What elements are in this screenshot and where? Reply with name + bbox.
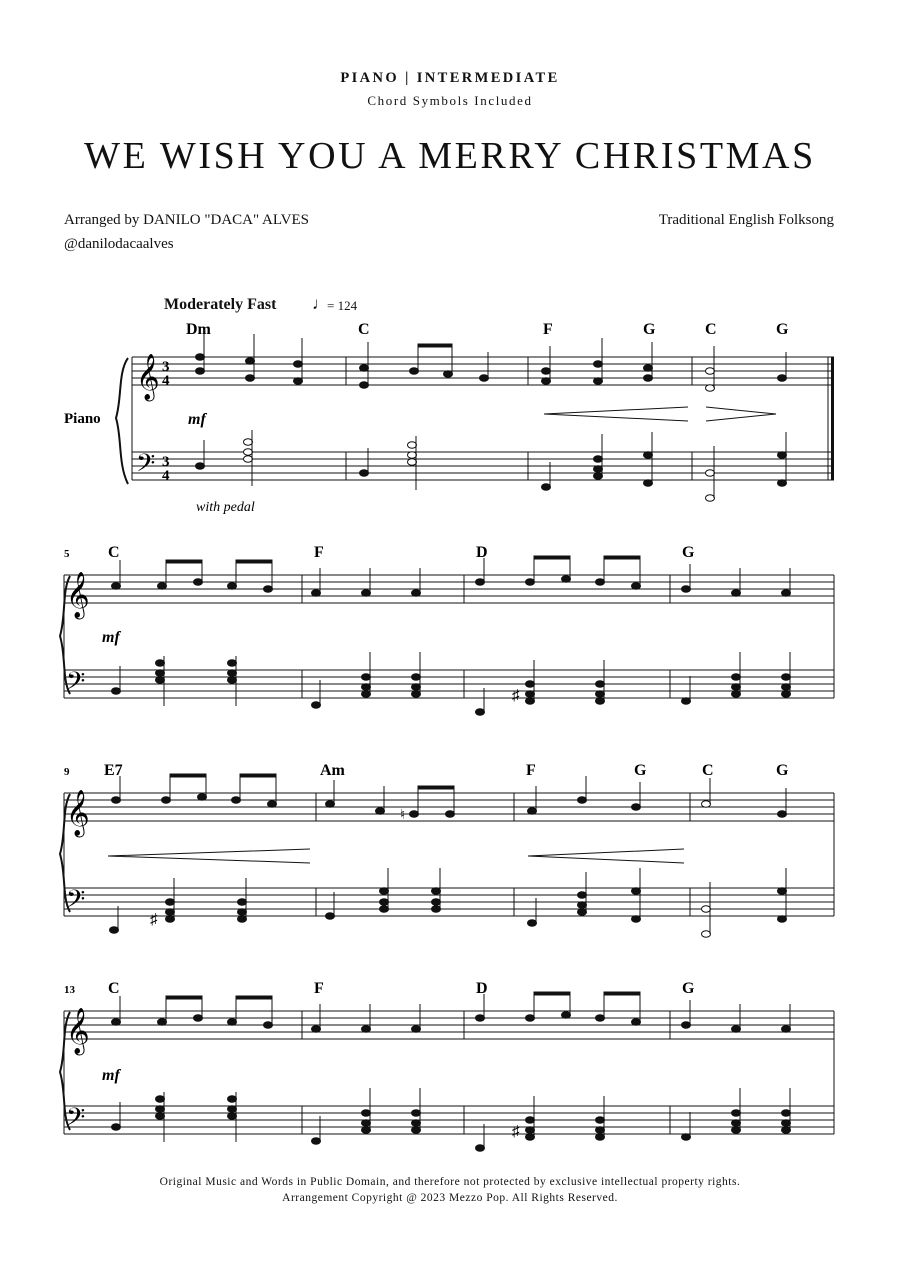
time-sig-bottom: 4 [162, 468, 170, 484]
subtitle: Chord Symbols Included [367, 93, 533, 108]
chord-symbol: Dm [186, 321, 211, 338]
system-2 [60, 544, 834, 715]
measure-number: 9 [64, 766, 70, 778]
chord-symbol: D [476, 980, 488, 997]
system-4 [60, 980, 834, 1151]
chord-symbol: G [643, 321, 656, 338]
dynamic-mf: mf [102, 1067, 120, 1084]
measure-number: 13 [64, 984, 75, 996]
bass-clef-icon: 𝄢 [136, 450, 156, 483]
difficulty-level: PIANO | INTERMEDIATE [340, 70, 560, 86]
svg-text:♯: ♯ [150, 912, 158, 928]
chord-symbol: F [314, 980, 324, 997]
time-sig-bottom: 4 [162, 373, 170, 389]
bass-clef-icon: 𝄢 [66, 1104, 86, 1137]
chord-symbol: G [682, 544, 695, 561]
chord-symbol: C [108, 544, 120, 561]
chord-symbol: Am [320, 762, 345, 779]
chord-symbol: C [358, 321, 370, 338]
chord-symbol: F [526, 762, 536, 779]
svg-text:♮: ♮ [400, 808, 406, 823]
chord-symbol: G [776, 321, 789, 338]
system-3 [60, 762, 834, 937]
quarter-note-icon: ♩ [312, 294, 329, 313]
svg-text:♯: ♯ [512, 1124, 520, 1140]
treble-clef-icon: 𝄞 [66, 572, 90, 617]
bass-clef-icon: 𝄢 [66, 886, 86, 919]
song-title: WE WISH YOU A MERRY CHRISTMAS [84, 135, 816, 177]
treble-clef-icon: 𝄞 [136, 354, 160, 399]
treble-clef-icon: 𝄞 [66, 790, 90, 835]
chord-symbol: C [705, 321, 717, 338]
arranger: Arranged by DANILO "DACA" ALVES [64, 212, 310, 228]
instrument-label: Piano [64, 411, 101, 427]
treble-clef-icon: 𝄞 [66, 1008, 90, 1053]
svg-text:♯: ♯ [512, 688, 520, 704]
time-sig-top: 3 [162, 454, 170, 470]
chord-symbol: G [634, 762, 647, 779]
dynamic-mf: mf [188, 411, 206, 428]
arranger-handle: @danilodacaalves [64, 236, 174, 252]
composer: Traditional English Folksong [658, 212, 834, 228]
copyright-line-2: Arrangement Copyright @ 2023 Mezzo Pop. All Rights Reserved. [282, 1192, 618, 1204]
bass-clef-icon: 𝄢 [66, 668, 86, 701]
chord-symbol: G [682, 980, 695, 997]
chord-symbol: F [314, 544, 324, 561]
time-sig-top: 3 [162, 359, 170, 375]
dynamic-mf: mf [102, 629, 120, 646]
pedal-marking: with pedal [196, 500, 255, 515]
system-1 [64, 321, 834, 515]
chord-symbol: G [776, 762, 789, 779]
tempo-marking: Moderately Fast [164, 296, 277, 313]
chord-symbol: D [476, 544, 488, 561]
measure-number: 5 [64, 548, 70, 560]
chord-symbol: C [108, 980, 120, 997]
chord-symbol: C [702, 762, 714, 779]
copyright-line-1: Original Music and Words in Public Domain, and therefore not protected by exclusive intellectual property rights. [159, 1176, 741, 1188]
chord-symbol: E7 [104, 762, 123, 779]
chord-symbol: F [543, 321, 553, 338]
tempo-bpm: = 124 [327, 298, 358, 313]
